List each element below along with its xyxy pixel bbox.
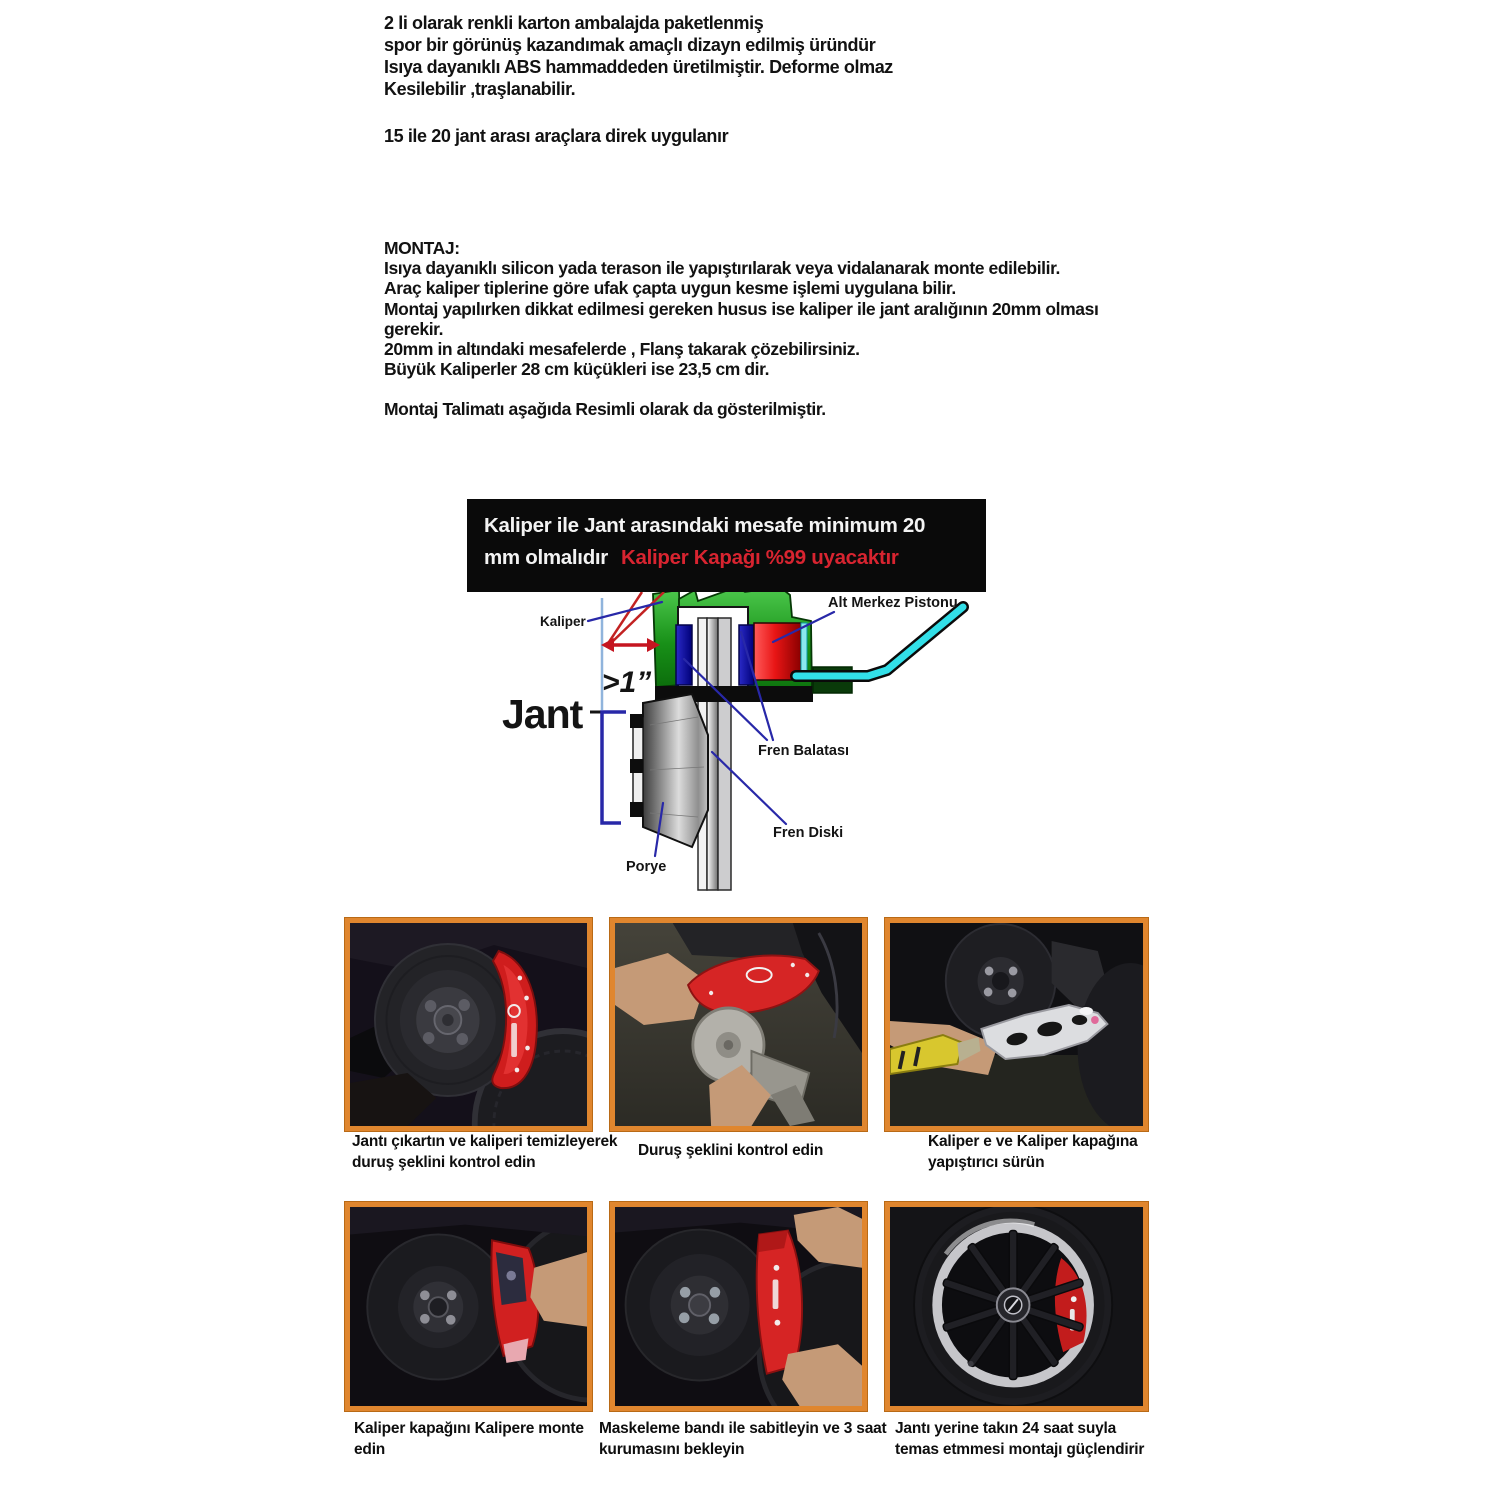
kaliper-label: Kaliper — [540, 614, 586, 629]
intro-line: 2 li olarak renkli karton ambalajda paketlenmiş — [384, 13, 764, 33]
distance-warning-banner — [467, 499, 986, 592]
step-caption-3: Kaliper e ve Kaliper kapağına yapıştırıcı sürün — [928, 1133, 1138, 1171]
brake-disc — [626, 1230, 774, 1381]
fren-balatasi-label: Fren Balatası — [758, 743, 850, 759]
montaj-heading: MONTAJ: — [384, 238, 460, 258]
hub-shape — [630, 694, 708, 847]
step-caption-5: Maskeleme bandı ile sabitleyin ve 3 saat kurumasını bekleyin — [599, 1420, 887, 1458]
banner-line-2-white: mm olmalıdır — [484, 546, 608, 569]
photo-step-3-image — [890, 923, 1143, 1126]
photo-step-6 — [885, 1202, 1148, 1411]
intro-line: Kesilebilir ,traşlanabilir. — [384, 79, 576, 99]
montaj-text-block — [384, 238, 1098, 420]
brake-pad-left-shape — [676, 625, 692, 685]
montaj-line: gerekir. — [384, 318, 444, 339]
montaj-line: Montaj yapılırken dikkat edilmesi gereken husus ise kaliper ile jant aralığının 20mm olması — [384, 298, 1099, 319]
photo-step-5 — [610, 1202, 867, 1411]
red-caliper-cover — [757, 1231, 802, 1374]
banner-line-2 — [484, 542, 986, 574]
photo-step-4-image — [350, 1207, 587, 1406]
intro-line: spor bir görünüş kazandımak amaçlı dizayn edilmiş üründür — [384, 35, 876, 55]
photo-step-4 — [345, 1202, 592, 1411]
step-caption-2: Duruş şeklini kontrol edin — [638, 1142, 824, 1159]
step-caption-1: Jantı çıkartın ve kaliperi temizleyerek duruş şeklini kontrol edin — [352, 1133, 618, 1171]
photo-step-6-image — [890, 1207, 1143, 1406]
montaj-line: Isıya dayanıklı silicon yada terason ile yapıştırılarak veya vidalanarak monte edilebilir. — [384, 258, 1061, 279]
photo-step-5-image — [615, 1207, 862, 1406]
photo-step-1-image — [350, 923, 587, 1126]
montaj-footer-line: Montaj Talimatı aşağıda Resimli olarak da gösterilmiştir. — [384, 399, 826, 420]
step-caption-4: Kaliper kapağını Kalipere monte edin — [354, 1420, 584, 1458]
jant-label: Jant — [502, 691, 583, 737]
photo-step-3 — [885, 918, 1148, 1131]
intro-line: Isıya dayanıklı ABS hammaddeden üretilmiştir. Deforme olmaz — [384, 57, 893, 77]
intro-text-block — [384, 12, 893, 147]
photo-step-2 — [610, 918, 867, 1131]
banner-line-1: Kaliper ile Jant arasındaki mesafe minimum 20 — [484, 514, 926, 537]
fitment-line: 15 ile 20 jant arası araçlara direk uygulanır — [384, 126, 729, 146]
photo-step-2-image — [615, 923, 862, 1126]
porye-label: Porye — [626, 859, 667, 875]
banner-line-2-red: Kaliper Kapağı %99 uyacaktır — [621, 546, 899, 569]
montaj-line: 20mm in altındaki mesafelerde , Flanş takarak çözebilirsiniz. — [384, 339, 860, 360]
alt-merkez-pistonu-label: Alt Merkez Pistonu — [828, 595, 958, 611]
valve-stem — [968, 1361, 974, 1367]
caliper-wheel-diagram — [440, 575, 1010, 910]
montaj-line: Araç kaliper tiplerine göre ufak çapta uygun kesme işlemi uygulana bilir. — [384, 278, 956, 299]
photo-step-1 — [345, 918, 592, 1131]
gap-value-label: >1” — [602, 666, 652, 699]
fren-diski-label: Fren Diski — [773, 825, 844, 841]
montaj-line: Büyük Kaliperler 28 cm küçükleri ise 23,5 cm dir. — [384, 359, 770, 380]
brake-disc — [367, 1234, 509, 1379]
step-caption-6: Jantı yerine takın 24 saat suyla temas etmmesi montajı güçlendirir — [895, 1420, 1145, 1458]
center-cap — [997, 1288, 1030, 1321]
jant-bracket — [602, 712, 626, 823]
